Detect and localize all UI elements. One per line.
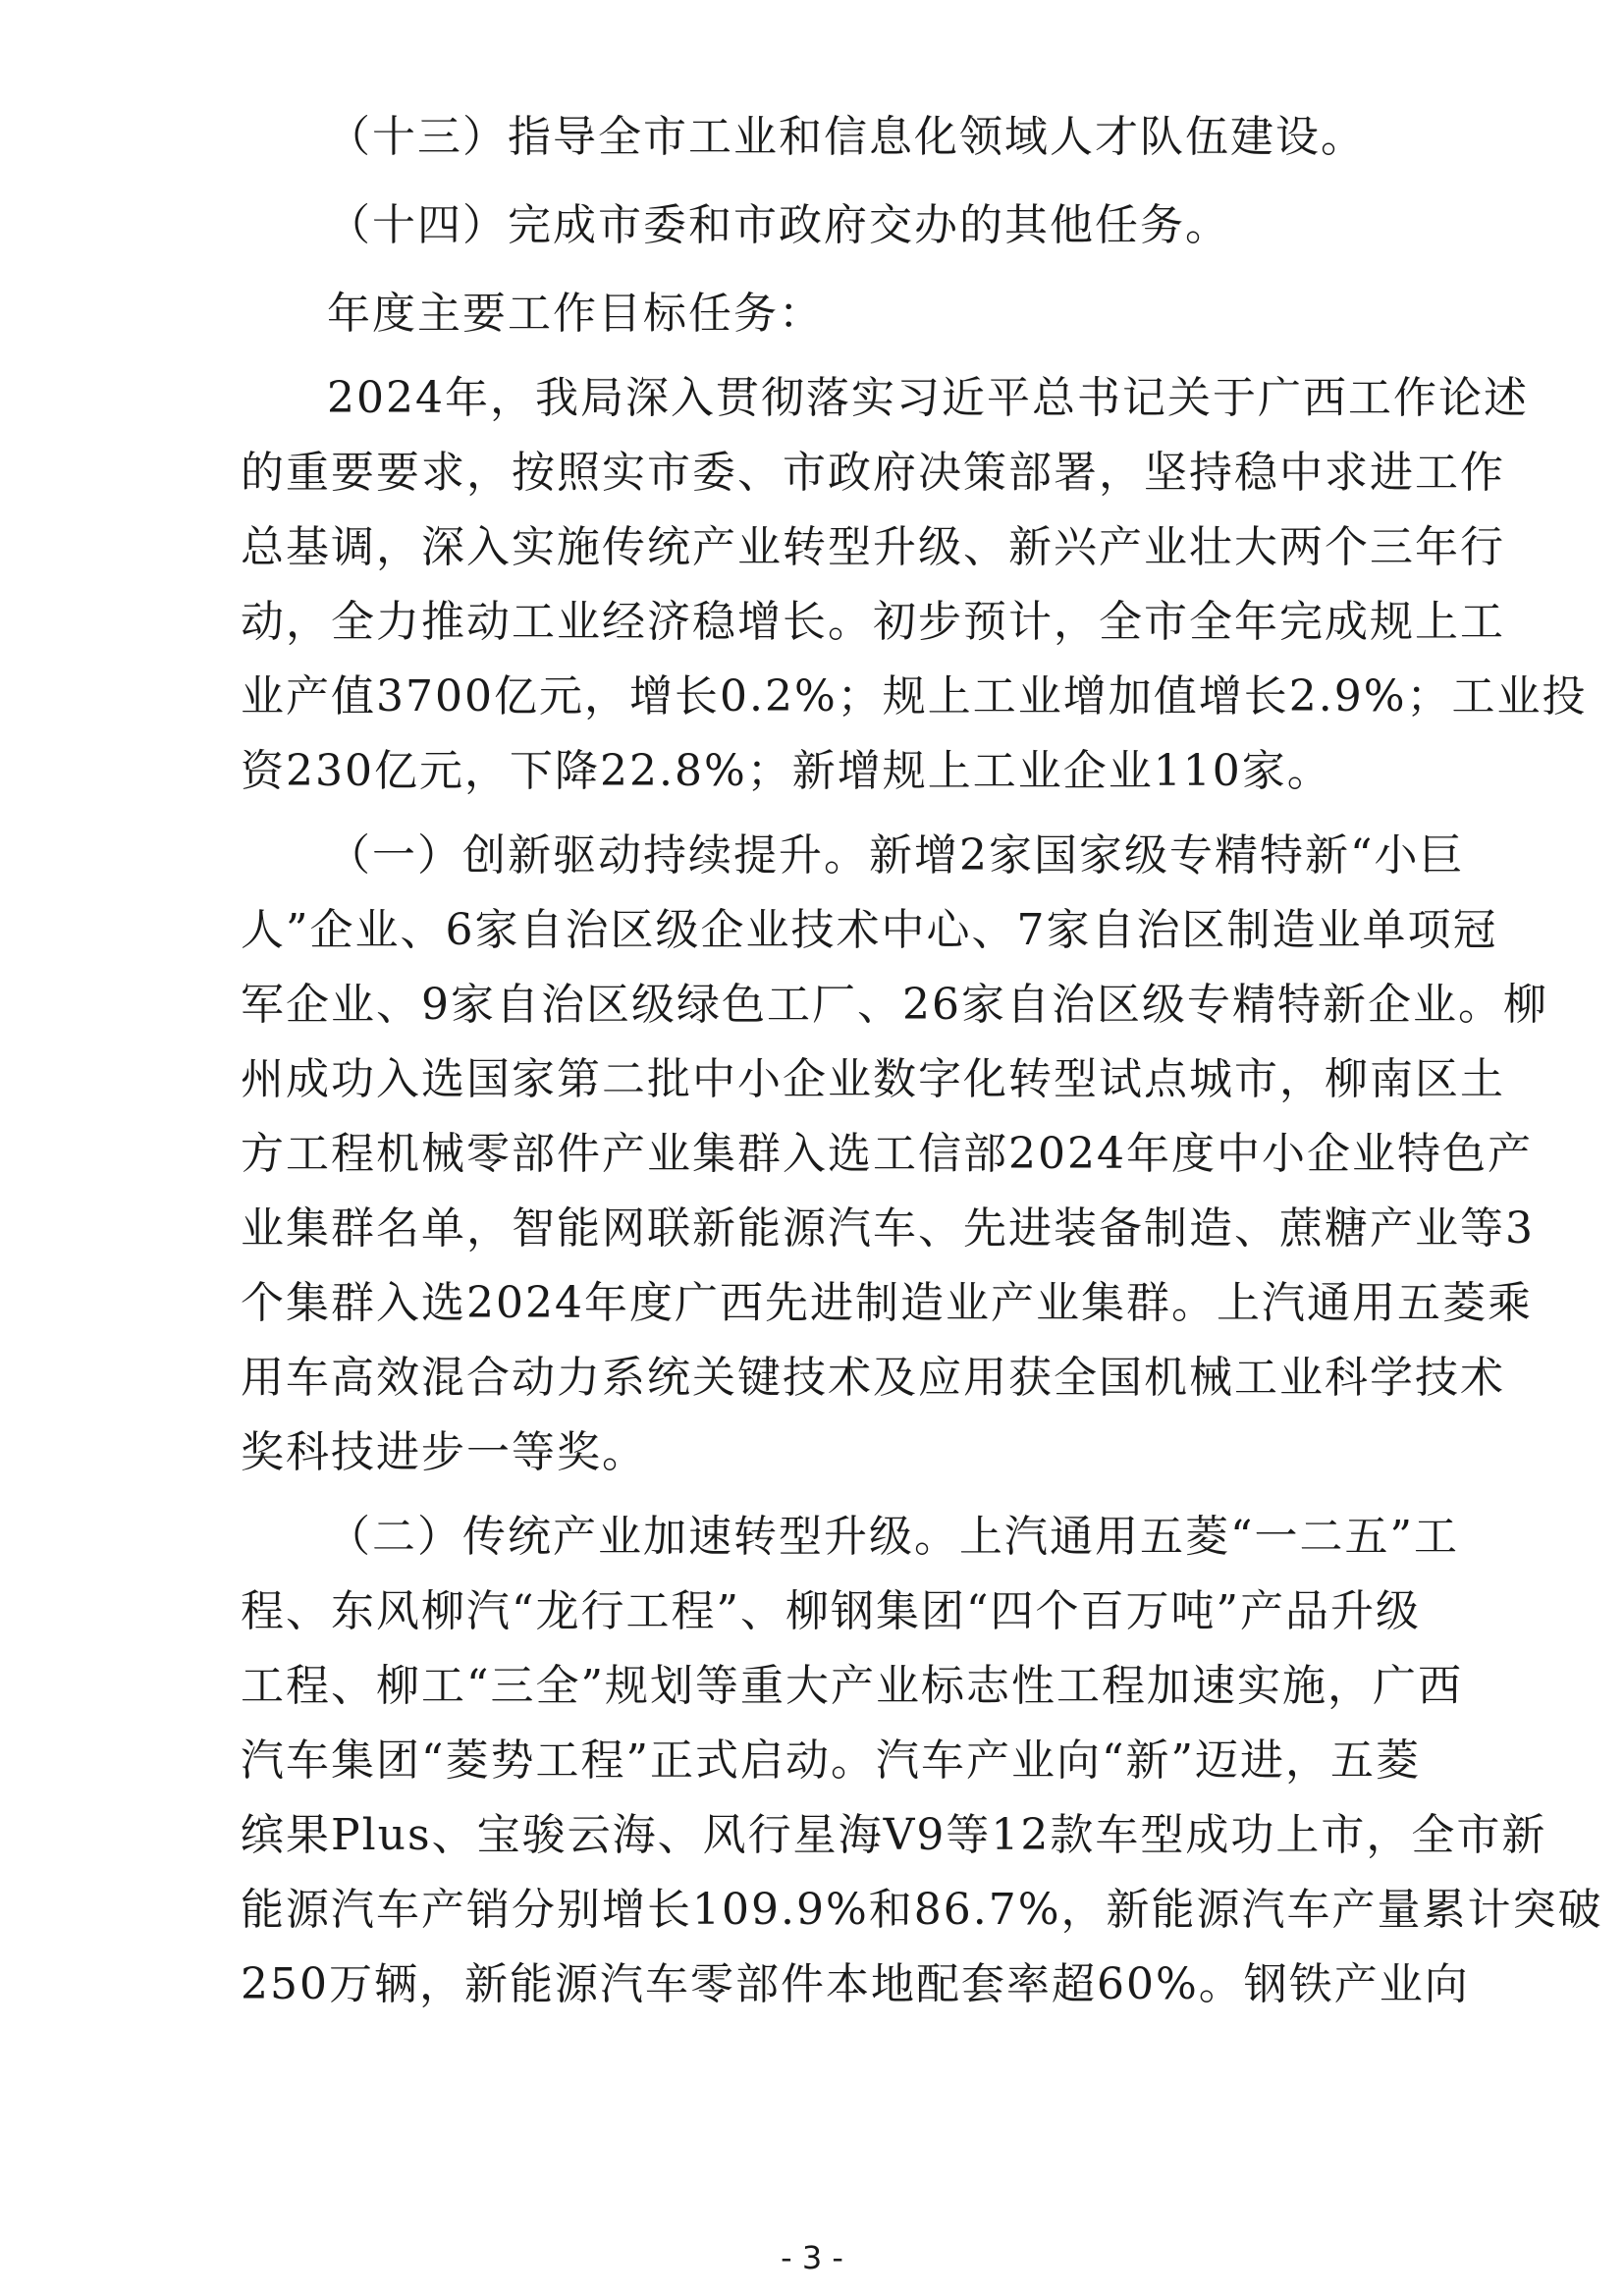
paragraph-line-12: 军企业、9家自治区级绿色工厂、26家自治区级专精特新企业。柳 xyxy=(241,980,1548,1030)
paragraph-line-18: 奖科技进步一等奖。 xyxy=(241,1427,647,1477)
paragraph-line-20: 程、东风柳汽“龙行工程”、柳钢集团“四个百万吨”产品升级 xyxy=(241,1586,1421,1636)
page-number: - 3 - xyxy=(781,2239,843,2276)
paragraph-line-19: （二）传统产业加速转型升级。上汽通用五菱“一二五”工 xyxy=(327,1512,1459,1562)
paragraph-line-23: 缤果Plus、宝骏云海、风行星海V9等12款车型成功上市，全市新 xyxy=(241,1810,1547,1860)
paragraph-line-21: 工程、柳工“三全”规划等重大产业标志性工程加速实施，广西 xyxy=(241,1661,1463,1711)
paragraph-line-6: 总基调，深入实施传统产业转型升级、新兴产业壮大两个三年行 xyxy=(241,522,1505,572)
paragraph-line-1: （十三）指导全市工业和信息化领域人才队伍建设。 xyxy=(327,112,1366,162)
paragraph-line-13: 州成功入选国家第二批中小企业数字化转型试点城市，柳南区土 xyxy=(241,1054,1505,1104)
paragraph-line-2: （十四）完成市委和市政府交办的其他任务。 xyxy=(327,200,1230,250)
paragraph-line-24: 能源汽车产销分别增长109.9%和86.7%，新能源汽车产量累计突破 xyxy=(241,1885,1603,1935)
paragraph-line-9: 资230亿元，下降22.8%；新增规上工业企业110家。 xyxy=(241,746,1332,796)
paragraph-line-22: 汽车集团“菱势工程”正式启动。汽车产业向“新”迈进，五菱 xyxy=(241,1735,1421,1786)
paragraph-line-3: 年度主要工作目标任务： xyxy=(327,289,824,339)
paragraph-line-11: 人”企业、6家自治区级企业技术中心、7家自治区制造业单项冠 xyxy=(241,905,1498,955)
paragraph-line-10: （一）创新驱动持续提升。新增2家国家级专精特新“小巨 xyxy=(327,830,1465,881)
paragraph-line-17: 用车高效混合动力系统关键技术及应用获全国机械工业科学技术 xyxy=(241,1353,1505,1403)
paragraph-line-4: 2024年，我局深入贯彻落实习近平总书记关于广西工作论述 xyxy=(327,373,1529,423)
paragraph-line-8: 业产值3700亿元，增长0.2%；规上工业增加值增长2.9%；工业投 xyxy=(241,671,1588,721)
paragraph-line-16: 个集群入选2024年度广西先进制造业产业集群。上汽通用五菱乘 xyxy=(241,1278,1533,1328)
paragraph-line-14: 方工程机械零部件产业集群入选工信部2024年度中小企业特色产 xyxy=(241,1129,1533,1179)
paragraph-line-7: 动，全力推动工业经济稳增长。初步预计，全市全年完成规上工 xyxy=(241,597,1505,647)
paragraph-line-5: 的重要要求，按照实市委、市政府决策部署，坚持稳中求进工作 xyxy=(241,448,1505,498)
paragraph-line-25: 250万辆，新能源汽车零部件本地配套率超60%。钢铁产业向 xyxy=(241,1959,1470,2009)
paragraph-line-15: 业集群名单，智能网联新能源汽车、先进装备制造、蔗糖产业等3 xyxy=(241,1203,1535,1254)
